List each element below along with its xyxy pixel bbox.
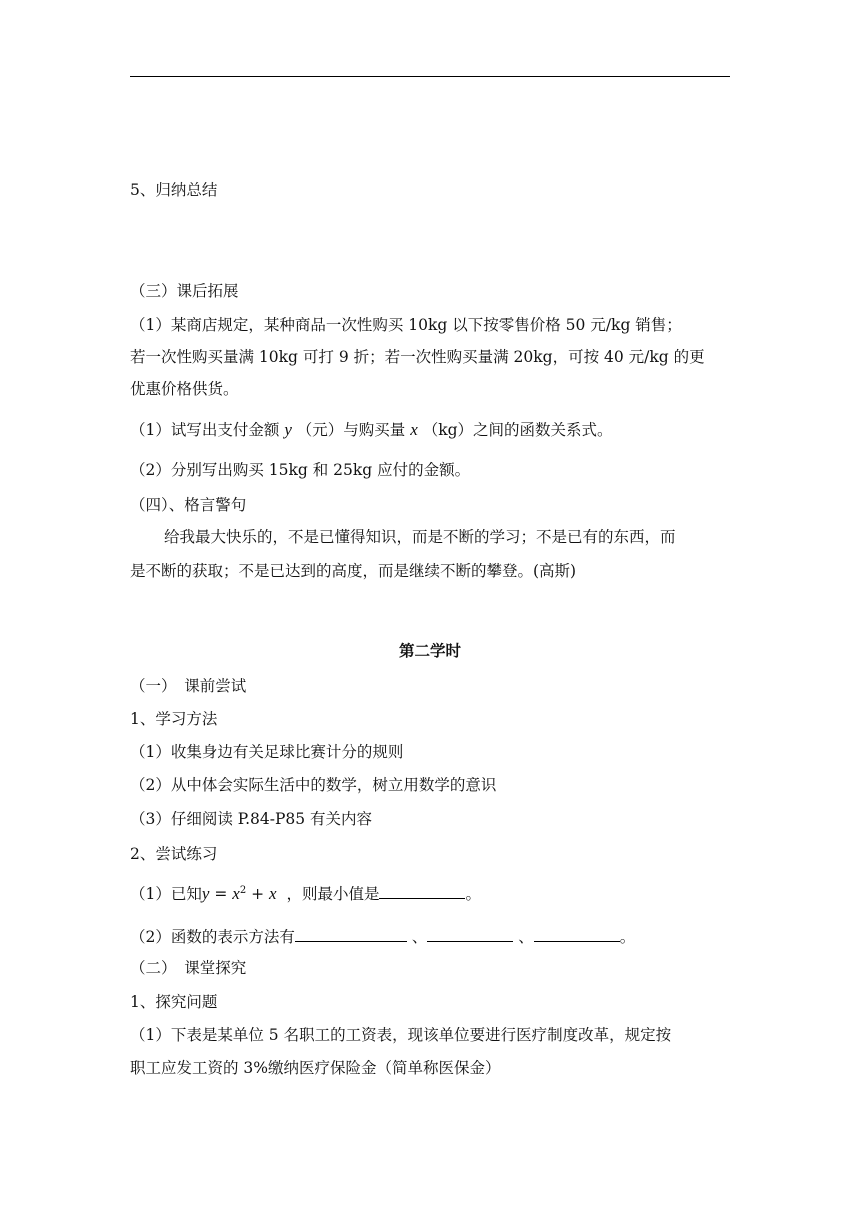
problem-line-1: （1）某商店规定，某种商品一次性购买 10kg 以下按零售价格 50 元/kg 销售； <box>130 316 682 334</box>
formula: $y = x^2 + x$ <box>201 884 277 903</box>
method-heading: 1、学习方法 <box>130 710 218 728</box>
method-1: （1）收集身边有关足球比赛计分的规则 <box>130 743 404 761</box>
practice-1: （1）已知$y = x^2 + x$ ，则最小值是 。 <box>130 884 481 903</box>
motto-line-2: 是不断的获取；不是已达到的高度，而是继续不断的攀登。(高斯) <box>130 562 577 580</box>
motto-heading: （四）、格言警句 <box>130 496 247 514</box>
question-2: （2）分别写出购买 15kg 和 25kg 应付的金额。 <box>130 461 471 479</box>
answer-blank-3 <box>534 925 620 942</box>
method-2: （2）从中体会实际生活中的数学，树立用数学的意识 <box>130 776 497 794</box>
pre-heading: （一） 课前尝试 <box>130 677 247 695</box>
problem-line-3: 优惠价格供货。 <box>130 380 239 398</box>
practice-heading: 2、尝试练习 <box>130 845 218 863</box>
explore-heading: 1、探究问题 <box>130 993 218 1011</box>
var-y: y <box>284 420 292 439</box>
practice-2: （2）函数的表示方法有 、 、 。 <box>130 925 635 947</box>
header-rule <box>130 76 730 77</box>
explore-line-2: 职工应发工资的 3%缴纳医疗保险金（简单称医保金） <box>130 1059 501 1077</box>
answer-blank-2 <box>427 925 513 942</box>
motto-line-1: 给我最大快乐的，不是已懂得知识，而是不断的学习；不是已有的东西，而 <box>164 528 676 546</box>
problem-line-2: 若一次性购买量满 10kg 可打 9 折；若一次性购买量满 20kg，可按 40 元/kg 的更 <box>130 348 705 366</box>
class-heading: （二） 课堂探究 <box>130 959 247 977</box>
step5-heading: 5、归纳总结 <box>130 181 218 199</box>
question-1: （1）试写出支付金额 y （元）与购买量 x （kg）之间的函数关系式。 <box>130 420 613 439</box>
answer-blank-1 <box>295 925 407 942</box>
answer-blank <box>379 882 465 899</box>
var-x: x <box>410 420 418 439</box>
explore-line-1: （1）下表是某单位 5 名职工的工资表，现该单位要进行医疗制度改革，规定按 <box>130 1026 672 1044</box>
method-3: （3）仔细阅读 P.84-P85 有关内容 <box>130 810 373 828</box>
lesson2-title: 第二学时 <box>398 642 461 660</box>
extension-heading: （三）课后拓展 <box>130 282 239 300</box>
